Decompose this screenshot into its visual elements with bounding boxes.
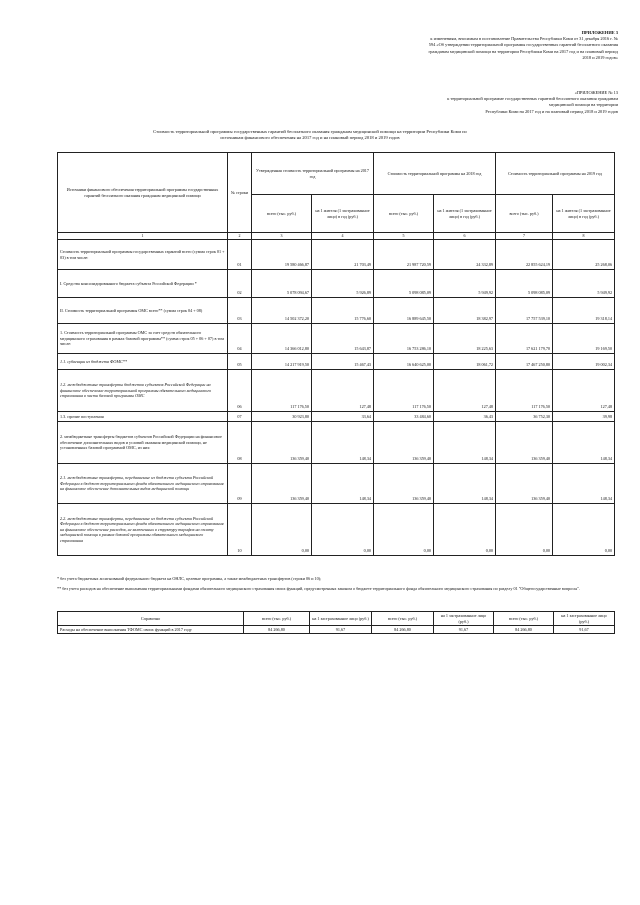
row-value-total: 136 359,40 <box>496 464 553 504</box>
row-value-total: 33 484,60 <box>374 412 434 422</box>
reference-header-per-person: на 1 застрахованное лицо (руб.) <box>310 612 372 626</box>
row-value-per-person: 19 318,14 <box>553 298 615 324</box>
row-value-per-person: 5 949,92 <box>553 270 615 298</box>
row-value-per-person: 18 382,97 <box>434 298 496 324</box>
reference-value: 84 266,80 <box>372 626 434 634</box>
row-value-total: 17 621 179,70 <box>496 324 553 354</box>
column-index: 3 <box>252 233 312 240</box>
header-per-person: на 1 жителя (1 застрахованное лицо) в год (руб.) <box>312 195 374 233</box>
row-source-name: Стоимость территориальной программы государственных гарантий всего (сумма строк 01 + 03) в том числе: <box>58 240 228 270</box>
row-code: 07 <box>228 412 252 422</box>
program-cost-table <box>57 152 615 556</box>
document-title <box>90 129 530 142</box>
reference-table <box>57 611 615 634</box>
header-2018: Стоимость территориальной программы на 2018 год <box>374 153 496 195</box>
row-value-total: 117 176,50 <box>374 370 434 412</box>
row-value-total: 0,00 <box>496 504 553 556</box>
appendix-header <box>318 30 618 61</box>
row-code: 06 <box>228 370 252 412</box>
row-code: 03 <box>228 298 252 324</box>
table-row <box>58 240 615 270</box>
row-value-total: 17 467 250,80 <box>496 354 553 370</box>
row-value-total: 16 889 645,50 <box>374 298 434 324</box>
row-source-name: 1.1. субвенции из бюджета ФОМС** <box>58 354 228 370</box>
title-line: источникам финансового обеспечения на 2017 год и на плановый период 2018 и 2019 годов <box>220 135 400 141</box>
row-value-per-person: 148,34 <box>312 422 374 464</box>
row-value-total: 5 098 085,09 <box>374 270 434 298</box>
row-value-per-person: 148,34 <box>434 464 496 504</box>
footnote-2: ** без учета расходов на обеспечение выполнения территориальными фондами обязательного медицинского страхования своих функций, предусмотренных законом о бюджете территориального фонда обязательного медицинского страхования по разделу 01 "Общегосударственные вопросы". <box>57 586 580 591</box>
footnote-1: * без учета бюджетных ассигнований федерального бюджета на ОНЛС, целевые программы, а также межбюджетных трансфертов (строки 06 и 10); <box>57 576 322 581</box>
header-per-person: на 1 жителя (1 застрахованное лицо) в год (руб.) <box>553 195 615 233</box>
reference-value: 84 266,80 <box>494 626 554 634</box>
row-value-total: 136 359,40 <box>252 464 312 504</box>
row-value-per-person: 0,00 <box>312 504 374 556</box>
row-value-total: 22 855 624,19 <box>496 240 553 270</box>
row-value-per-person: 15 776,60 <box>312 298 374 324</box>
row-value-per-person: 5 926,89 <box>312 270 374 298</box>
table-row <box>58 412 615 422</box>
column-index: 6 <box>434 233 496 240</box>
table-row <box>58 504 615 556</box>
row-value-per-person: 39,98 <box>553 412 615 422</box>
row-value-total: 136 359,40 <box>496 422 553 464</box>
reference-header-total: всего (тыс. руб.) <box>372 612 434 626</box>
program-appendix-line: медицинской помощи на территории <box>548 102 618 108</box>
column-index: 1 <box>58 233 228 240</box>
program-appendix-header <box>318 90 618 115</box>
row-value-total: 5 098 085,09 <box>496 270 553 298</box>
table-body <box>58 233 615 556</box>
row-value-total: 136 359,40 <box>374 464 434 504</box>
table-row <box>58 464 615 504</box>
reference-header-total: всего (тыс. руб.) <box>494 612 554 626</box>
table-row <box>58 298 615 324</box>
header-total: всего (тыс. руб.) <box>374 195 434 233</box>
row-value-per-person: 18 225,63 <box>434 324 496 354</box>
row-code: 04 <box>228 324 252 354</box>
header-2019: Стоимость территориальной программы на 2019 год <box>496 153 615 195</box>
row-value-per-person: 148,34 <box>553 422 615 464</box>
row-value-per-person: 127,48 <box>434 370 496 412</box>
row-value-total: 36 752,30 <box>496 412 553 422</box>
appendix-label: ПРИЛОЖЕНИЕ 3 <box>581 30 618 35</box>
reference-value: 91,67 <box>310 626 372 634</box>
row-code: 10 <box>228 504 252 556</box>
header-total: всего (тыс. руб.) <box>252 195 312 233</box>
appendix-line: 2018 и 2019 годов» <box>582 54 618 60</box>
reference-header-total: всего (тыс. руб.) <box>244 612 310 626</box>
row-value-total: 14 502 372,20 <box>252 298 312 324</box>
table-row <box>58 422 615 464</box>
row-code: 01 <box>228 240 252 270</box>
row-source-name: 2.1. межбюджетные трансферты, передаваемые из бюджета субъекта Российской Федерации в бюджет территориального фонда обязательного медицинского страхования на финансовое обеспечение дополнительных видов медицинской помощи <box>58 464 228 504</box>
row-value-total: 30 923,80 <box>252 412 312 422</box>
row-value-per-person: 21 703,49 <box>312 240 374 270</box>
column-index: 5 <box>374 233 434 240</box>
reference-value: 84 266,80 <box>244 626 310 634</box>
row-value-total: 16 753 286,10 <box>374 324 434 354</box>
header-row-number: № строки <box>228 153 252 233</box>
row-value-per-person: 15 467,43 <box>312 354 374 370</box>
row-value-total: 16 640 625,00 <box>374 354 434 370</box>
row-value-total: 17 757 539,10 <box>496 298 553 324</box>
row-code: 08 <box>228 422 252 464</box>
row-value-per-person: 19 002,34 <box>553 354 615 370</box>
row-value-total: 19 580 466,87 <box>252 240 312 270</box>
row-source-name: 1.3. прочие поступления <box>58 412 228 422</box>
header-source: Источники финансового обеспечения территориальной программы государственных гарантий бесплатного оказания гражданам медицинской помощи <box>58 153 228 233</box>
column-index: 7 <box>496 233 553 240</box>
table-row <box>58 370 615 412</box>
appendix-line: гражданам медицинской помощи на территории Республики Коми на 2017 год и на плановый период <box>428 48 618 54</box>
reference-row-label: Расходы на обеспечение выполнения ТФОМС своих функций в 2017 году <box>58 626 244 634</box>
column-index: 2 <box>228 233 252 240</box>
row-source-name: I. Средства консолидированного бюджета субъекта Российской Федерации * <box>58 270 228 298</box>
row-value-total: 136 359,40 <box>374 422 434 464</box>
row-source-name: 1. Стоимость территориальной программы ОМС за счет средств обязательного медицинского страхования в рамках базовой программы** (сумма строк 05 + 06 + 07) в том числе: <box>58 324 228 354</box>
reference-header-per-person: на 1 застрахованное лицо (руб.) <box>554 612 615 626</box>
header-per-person: на 1 жителя (1 застрахованное лицо) в год (руб.) <box>434 195 496 233</box>
row-code: 02 <box>228 270 252 298</box>
row-value-per-person: 24 332,89 <box>434 240 496 270</box>
program-appendix-label: «ПРИЛОЖЕНИЕ № 13 <box>574 90 618 95</box>
row-value-per-person: 127,48 <box>312 370 374 412</box>
table-row <box>58 270 615 298</box>
reference-header-per-person: на 1 застрахованное лицо (руб.) <box>434 612 494 626</box>
row-source-name: 2. межбюджетные трансферты бюджетов субъектов Российской Федерации на финансовое обеспечение дополнительных видов и условий оказания медицинской помощи, не установленных базовой программой ОМС, из них: <box>58 422 228 464</box>
row-value-total: 14 217 919,50 <box>252 354 312 370</box>
row-value-per-person: 148,34 <box>312 464 374 504</box>
appendix-line: к изменениям, вносимым в постановление Правительства Республики Коми от 31 декабря 2016 г. № <box>430 36 618 42</box>
row-value-total: 136 359,40 <box>252 422 312 464</box>
header-2017: Утвержденная стоимость территориальной программы на 2017 год <box>252 153 374 195</box>
row-value-per-person: 127,48 <box>553 370 615 412</box>
row-value-total: 117 176,50 <box>496 370 553 412</box>
reference-header: Справочно <box>58 612 244 626</box>
reference-value: 91,67 <box>434 626 494 634</box>
row-code: 05 <box>228 354 252 370</box>
table-row <box>58 324 615 354</box>
appendix-line: 594 «Об утверждении территориальной программы государственных гарантий бесплатного оказания <box>428 42 618 48</box>
row-value-per-person: 18 061,72 <box>434 354 496 370</box>
reference-value: 91,67 <box>554 626 615 634</box>
program-appendix-line: Республики Коми на 2017 год и на плановый период 2018 и 2019 годов <box>485 108 618 114</box>
row-value-per-person: 148,34 <box>434 422 496 464</box>
column-index-row <box>58 233 615 240</box>
row-value-per-person: 5 949,92 <box>434 270 496 298</box>
row-value-per-person: 15 643,87 <box>312 324 374 354</box>
row-value-per-person: 33,64 <box>312 412 374 422</box>
row-value-total: 0,00 <box>374 504 434 556</box>
program-appendix-line: к территориальной программе государственных гарантий бесплатного оказания гражданам <box>447 96 618 102</box>
row-value-per-person: 19 169,50 <box>553 324 615 354</box>
row-source-name: II. Стоимость территориальной программы ОМС всего** (сумма строк 04 + 08) <box>58 298 228 324</box>
row-value-total: 0,00 <box>252 504 312 556</box>
row-value-per-person: 36,43 <box>434 412 496 422</box>
column-index: 8 <box>553 233 615 240</box>
row-value-per-person: 0,00 <box>434 504 496 556</box>
row-value-total: 117 176,50 <box>252 370 312 412</box>
row-value-per-person: 0,00 <box>553 504 615 556</box>
row-source-name: 1.2. межбюджетные трансферты бюджетов субъектов Российской Федерации на финансовое обеспечение территориальной программы обязательного медицинского страхования в части базовой программы ОМС <box>58 370 228 412</box>
row-value-total: 21 987 720,59 <box>374 240 434 270</box>
column-index: 4 <box>312 233 374 240</box>
row-value-total: 14 366 012,80 <box>252 324 312 354</box>
table-row <box>58 354 615 370</box>
row-source-name: 2.2. межбюджетные трансферты, передаваемые из бюджета субъекта Российской Федерации в бюджет территориального фонда обязательного медицинского страхования на финансовое обеспечение расходов, не включенных в структуру тарифов на оплату медицинской помощи в рамках базовой программы обязательного медицинского страхования <box>58 504 228 556</box>
title-line: Стоимость территориальной программы государственных гарантий бесплатного оказания гражданам медицинской помощи на территории Республики Коми по <box>153 129 467 134</box>
header-total: всего (тыс. руб.) <box>496 195 553 233</box>
row-value-per-person: 148,34 <box>553 464 615 504</box>
row-code: 09 <box>228 464 252 504</box>
row-value-total: 5 078 094,67 <box>252 270 312 298</box>
row-value-per-person: 25 268,06 <box>553 240 615 270</box>
